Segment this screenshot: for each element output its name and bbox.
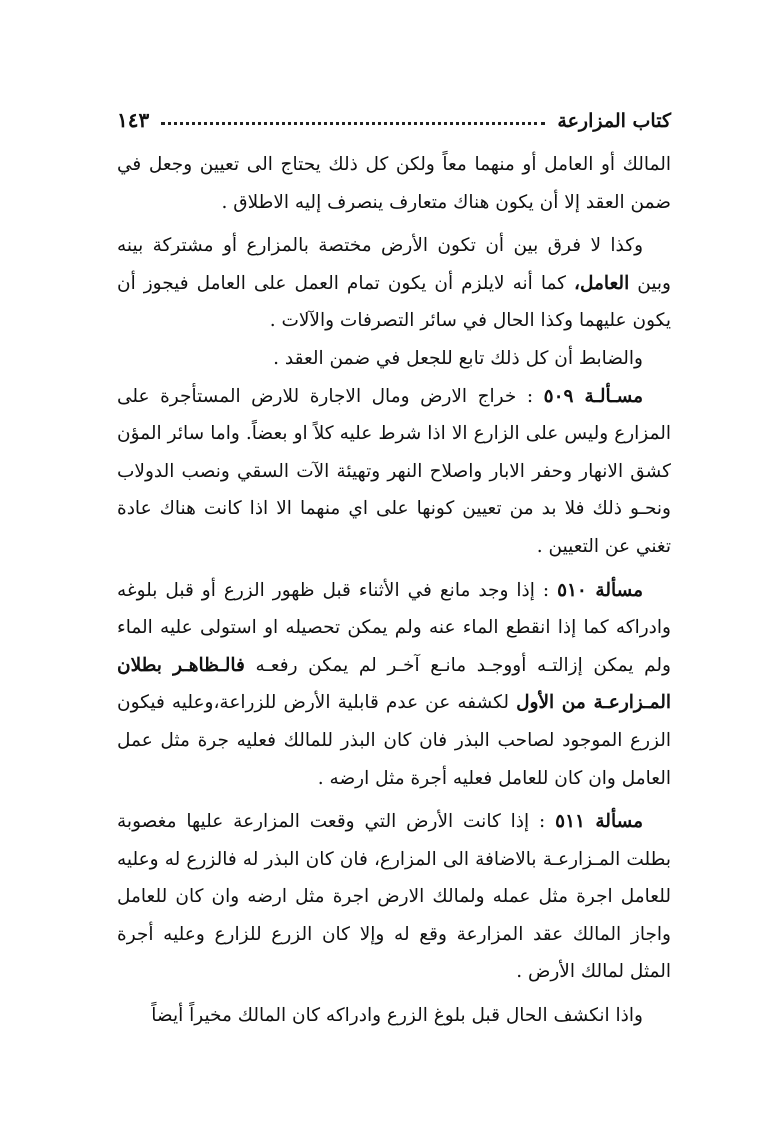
paragraph-2 xyxy=(117,227,671,340)
issue-511-label: مسألة ٥١١ xyxy=(555,811,643,833)
issue-510-bold: فالـظاهـر بطلان المـزارعـة من الأول xyxy=(117,654,671,714)
paragraph-3-text: والضابط أن كل ذلك تابع للجعل في ضمن العقد . xyxy=(273,347,643,369)
paragraph-1 xyxy=(117,146,671,221)
page-number: ١٤٣ xyxy=(117,108,150,132)
issue-509 xyxy=(117,378,671,566)
issue-510-label: مسألة ٥١٠ xyxy=(557,579,644,601)
body-text xyxy=(117,146,671,1035)
issue-509-text: : خراج الارض ومال الاجارة للارض المستأجرة على المزارع وليس على الزارع الا اذا شرط عليه كلاً او بعضاً. واما سائر المؤن كشق الانهار وحفر الابار واصلاح النهر وتهيئة الآت السقي ونصب الدولاب ونحـو ذلك فلا بد من تعيين كونها على اي منهما الا اذا كانت هناك عادة تغني عن التعيين . xyxy=(117,385,671,557)
issue-509-label: مسـألـة ٥٠٩ xyxy=(543,385,643,407)
running-header xyxy=(117,98,671,132)
paragraph-1-text: المالك أو العامل أو منهما معاً ولكن كل ذلك يحتاج الى تعيين وجعل في ضمن العقد إلا أن يكون هناك متعارف ينصرف إليه الاطلاق . xyxy=(117,154,671,213)
leader-dots xyxy=(161,121,545,125)
issue-511-text: : إذا كانت الأرض التي وقعت المزارعة عليها مغصوبة بطلت المـزارعـة بالاضافة الى المزارع، فان كان البذر له فالزرع له وعليه للعامل اجرة مثل عمله ولمالك الارض اجرة مثل ارضه وان كان للعامل واجاز المالك عقد المزارعة وقع له وإلا كان الزرع للزارع وعليه أجرة المثل لمالك الأرض . xyxy=(117,811,671,983)
issue-510 xyxy=(117,572,671,798)
paragraph-3 xyxy=(117,340,671,378)
paragraph-final xyxy=(117,997,671,1035)
issue-510-text-b: لكشفه عن عدم قابلية الأرض للزراعة،وعليه فيكون الزرع الموجود لصاحب البذر فان كان البذر للمالك فعليه جرة مثل عمل العامل وان كان للعامل فعليه أجرة مثل ارضه . xyxy=(117,692,671,789)
issue-511 xyxy=(117,803,671,991)
paragraph-2-text-b: كما أنه لايلزم أن يكون تمام العمل على العامل فيجوز أن يكون عليهما وكذا الحال في سائر التصرفات والآلات . xyxy=(117,272,671,332)
paragraph-2-bold: العامل، xyxy=(573,272,630,294)
paragraph-2-text-a: وكذا لا فرق بين أن تكون الأرض مختصة بالمزارع أو مشتركة بينه وبين xyxy=(117,235,671,294)
chapter-title: كتاب المزارعة xyxy=(557,110,671,132)
paragraph-final-text: واذا انكشف الحال قبل بلوغ الزرع وادراكه كان المالك مخيراً أيضاً xyxy=(151,1005,643,1027)
issue-510-text-a: : إذا وجد مانع في الأثناء قبل ظهور الزرع أو قبل بلوغه وادراكه كما إذا انقطع الماء عنه ولم يمكن تحصيله او استولى عليه الماء ولم يمكن إزالتـه أووجـد مانـع آخـر لم يمكن رفعـه xyxy=(117,579,671,676)
